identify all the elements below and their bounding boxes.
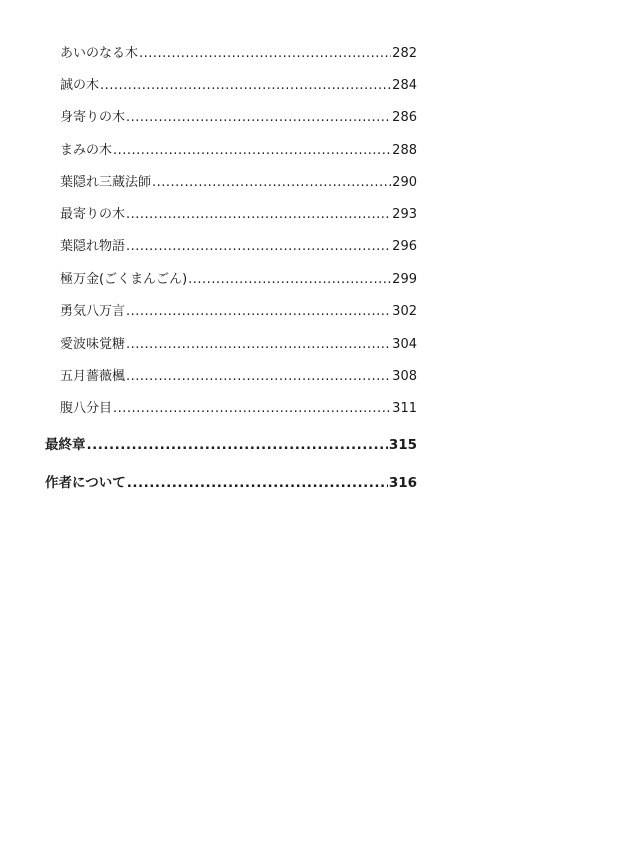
toc-entry-title: 葉隠れ物語 bbox=[60, 239, 126, 254]
toc-entry[interactable] bbox=[60, 107, 417, 129]
toc-entry-page: 288 bbox=[392, 143, 417, 158]
toc-entry-page: 308 bbox=[392, 369, 417, 384]
toc-entry-title: 勇気八万言 bbox=[60, 304, 126, 319]
dot-leader bbox=[126, 236, 391, 258]
toc-chapter-entry[interactable] bbox=[45, 434, 417, 456]
dot-leader bbox=[139, 43, 391, 65]
toc-entry[interactable] bbox=[60, 204, 417, 226]
toc-chapter-title: 作者について bbox=[45, 475, 126, 491]
toc-entry[interactable] bbox=[60, 334, 417, 356]
toc-entry-title: 五月薔薇楓 bbox=[60, 369, 126, 384]
dot-leader bbox=[152, 172, 391, 194]
toc-entry[interactable] bbox=[60, 366, 417, 388]
toc-entry-page: 282 bbox=[392, 46, 417, 61]
toc-chapter-page: 316 bbox=[388, 475, 417, 491]
toc-entry-page: 296 bbox=[392, 239, 417, 254]
toc-entry[interactable] bbox=[60, 398, 417, 420]
toc-entry-title: 腹八分目 bbox=[60, 401, 113, 416]
dot-leader bbox=[127, 472, 388, 494]
toc-entry-title: 極万金(ごくまんごん) bbox=[60, 272, 188, 287]
toc-chapter-entry[interactable] bbox=[45, 472, 417, 494]
toc-entry-page: 290 bbox=[392, 175, 417, 190]
toc-entry-title: 愛波味覚糖 bbox=[60, 337, 126, 352]
toc-entry[interactable] bbox=[60, 269, 417, 291]
toc-entry[interactable] bbox=[60, 75, 417, 97]
toc-entry-page: 302 bbox=[392, 304, 417, 319]
dot-leader bbox=[100, 75, 391, 97]
toc-entry-page: 286 bbox=[392, 110, 417, 125]
toc-chapter-title: 最終章 bbox=[45, 437, 86, 453]
dot-leader bbox=[87, 434, 388, 456]
toc-entry-title: 誠の木 bbox=[60, 78, 100, 93]
dot-leader bbox=[126, 204, 391, 226]
toc-entry-title: 身寄りの木 bbox=[60, 110, 126, 125]
toc-entry-page: 293 bbox=[392, 207, 417, 222]
toc-entry-title: 最寄りの木 bbox=[60, 207, 126, 222]
toc-entry[interactable] bbox=[60, 236, 417, 258]
dot-leader bbox=[126, 334, 391, 356]
toc-entry-page: 304 bbox=[392, 337, 417, 352]
toc-entry[interactable] bbox=[60, 43, 417, 65]
dot-leader bbox=[126, 301, 391, 323]
toc-entry-page: 299 bbox=[392, 272, 417, 287]
toc-entry-page: 311 bbox=[392, 401, 417, 416]
toc-entry-title: 葉隠れ三蔵法師 bbox=[60, 175, 152, 190]
dot-leader bbox=[188, 269, 391, 291]
dot-leader bbox=[113, 140, 391, 162]
dot-leader bbox=[126, 107, 391, 129]
toc-entry[interactable] bbox=[60, 140, 417, 162]
toc-entry[interactable] bbox=[60, 301, 417, 323]
toc-entry[interactable] bbox=[60, 172, 417, 194]
toc-entry-title: まみの木 bbox=[60, 143, 113, 158]
toc-entry-page: 284 bbox=[392, 78, 417, 93]
toc-chapter-page: 315 bbox=[388, 437, 417, 453]
toc-entry-title: あいのなる木 bbox=[60, 46, 139, 61]
dot-leader bbox=[126, 366, 391, 388]
dot-leader bbox=[113, 398, 391, 420]
